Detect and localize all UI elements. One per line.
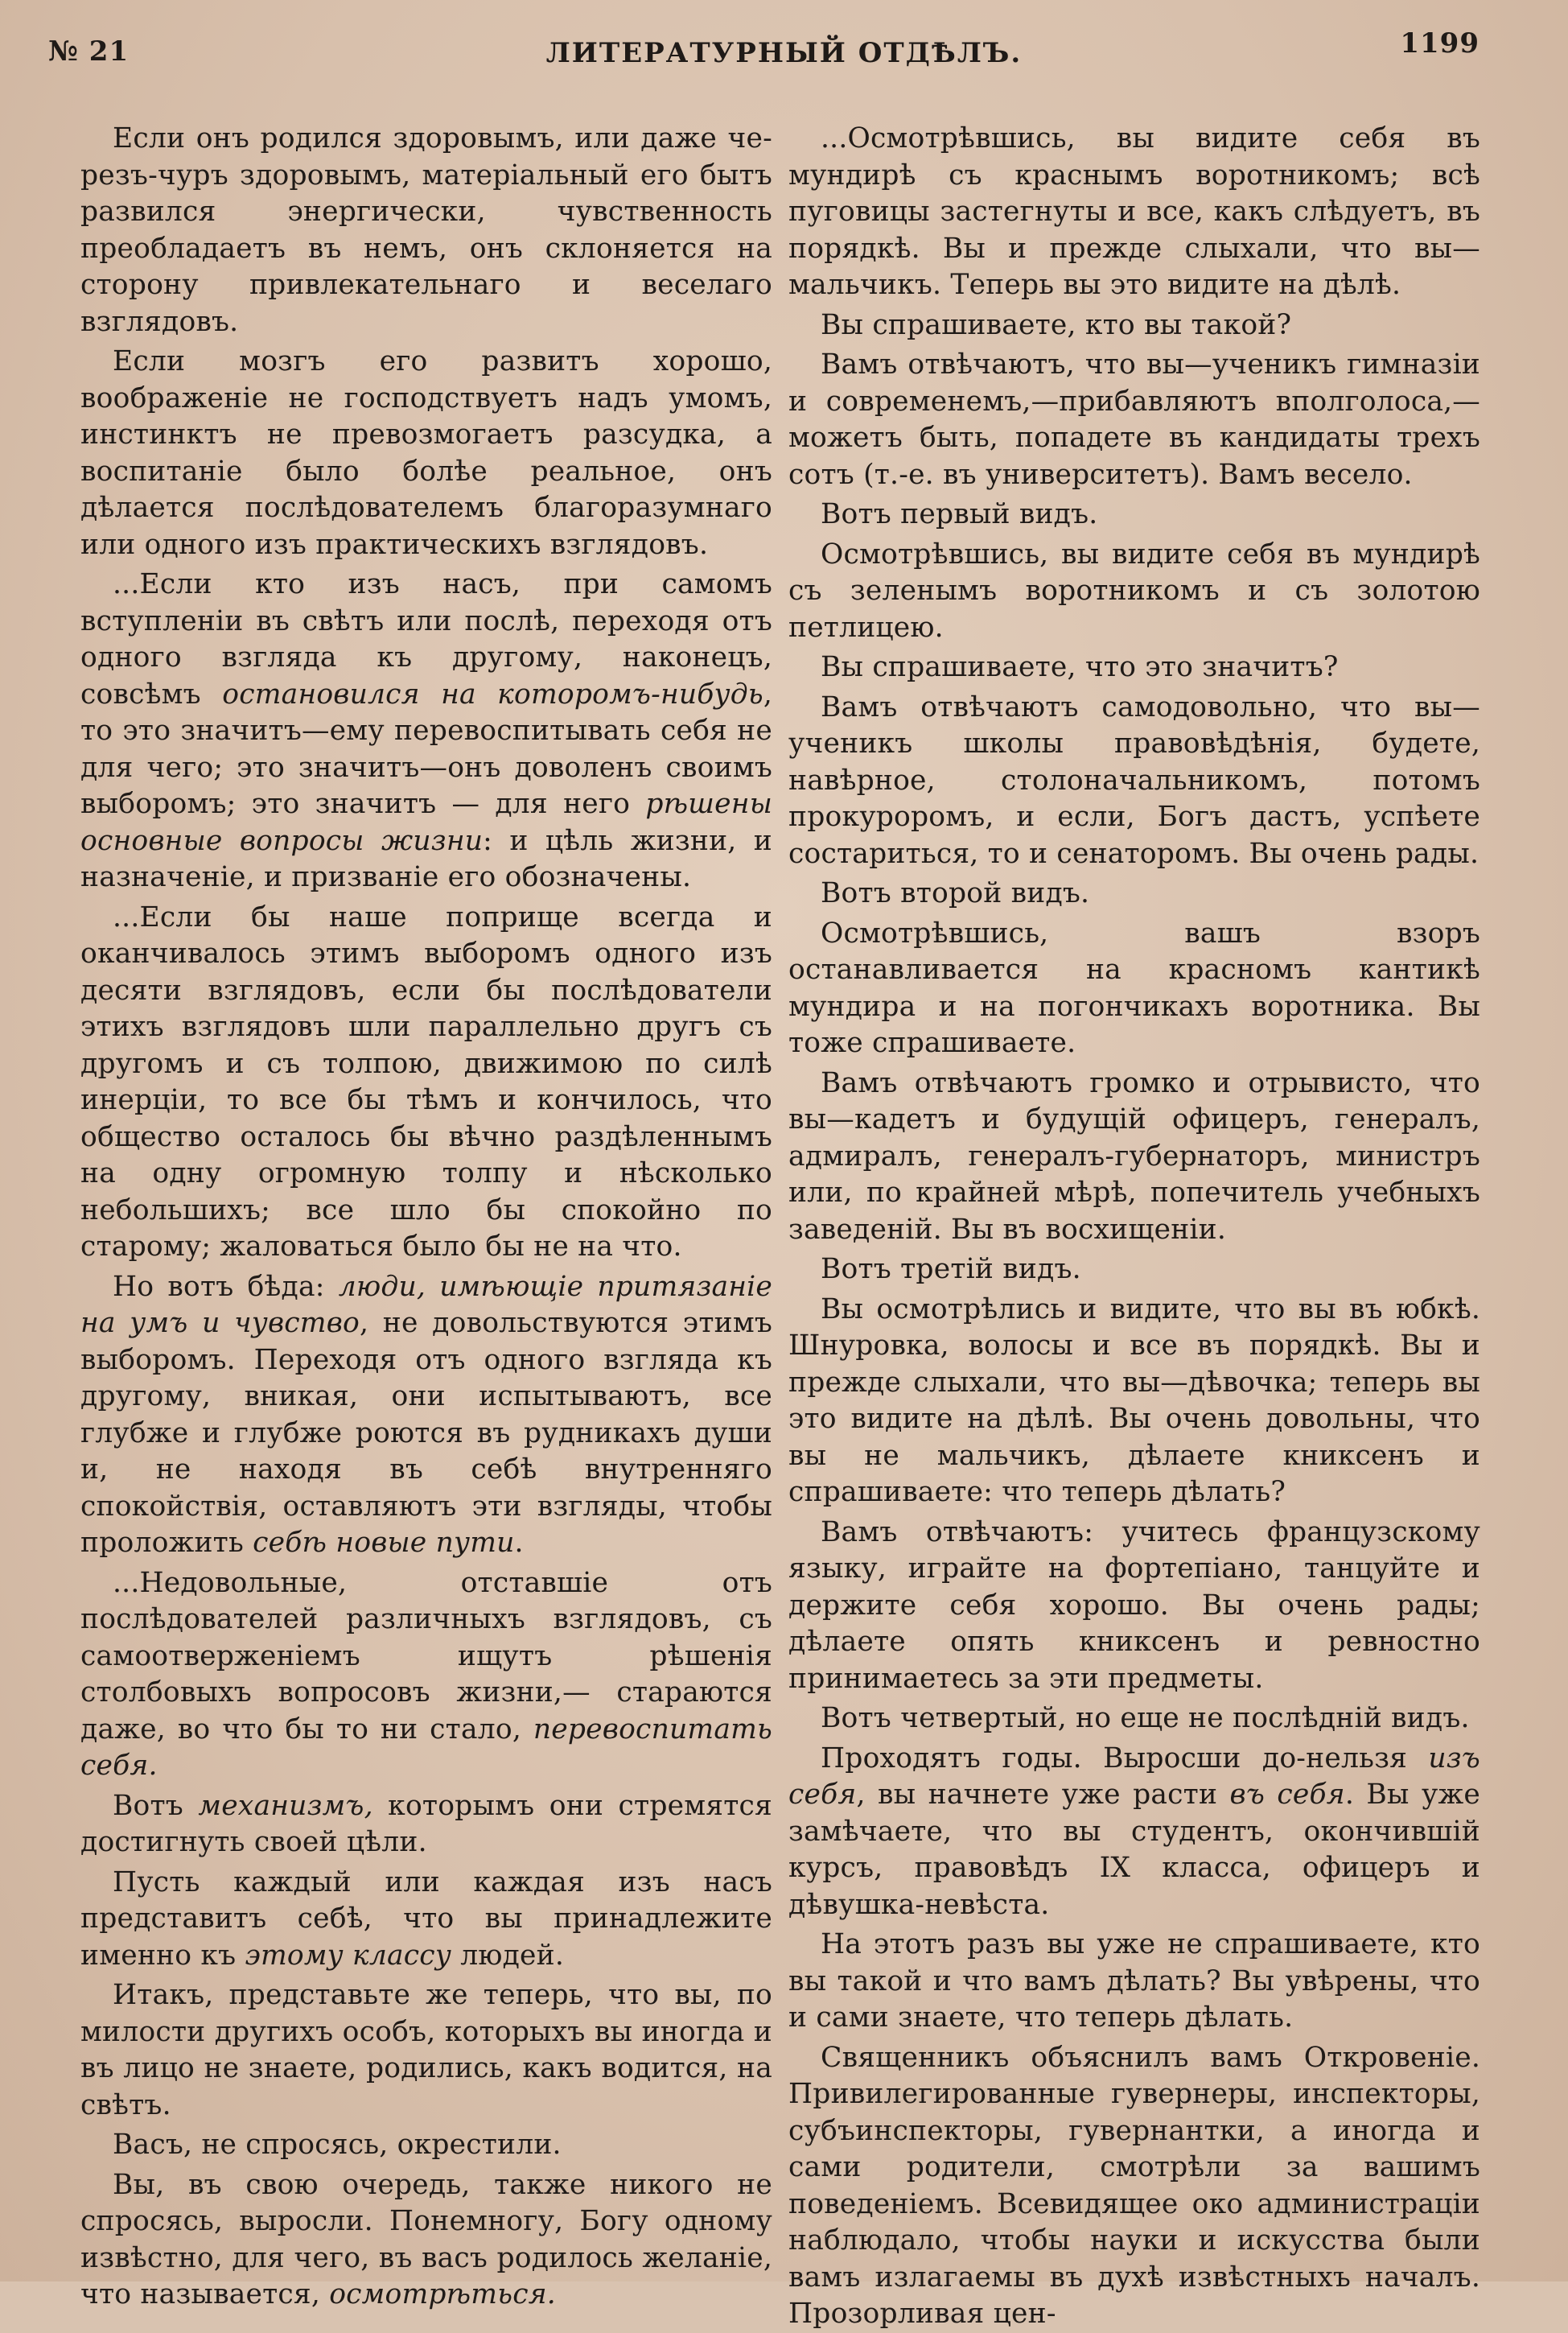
paragraph (788, 1700, 1480, 1737)
right-column (788, 121, 1480, 2333)
paragraph (788, 1515, 1480, 1698)
text-run: ...Если кто изъ насъ, при самомъ вступленіи въ свѣтъ или послѣ, переходя отъ одного взгляда къ другому, наконецъ, совсѣмъ (80, 568, 772, 711)
italic-text: въ себя (1229, 1779, 1345, 1811)
text-run: Проходятъ годы. Выросши до-нельзя (821, 1742, 1429, 1774)
text-run: , не довольствуются этимъ выборомъ. Переходя отъ одного взгляда къ другому, вникая, они испытываютъ, все глубже и глубже роются въ рудникахъ души и, не находя въ себѣ внутренняго спокойствія, оставляютъ эти взгляды, чтобы проложить (80, 1307, 772, 1559)
text-run: которымъ они стремятся достигнуть своей цѣли. (80, 1789, 772, 1858)
paragraph (80, 567, 772, 897)
paragraph (80, 1565, 772, 1785)
text-run: ...Осмотрѣвшись, вы видите себя въ мундирѣ съ краснымъ воротникомъ; всѣ пуговицы застегнуты и все, какъ слѣдуетъ, въ порядкѣ. Вы и прежде слыхали, что вы—мальчикъ. Теперь вы это видите на дѣлѣ. (788, 122, 1480, 301)
italic-text: механизмъ, (198, 1789, 373, 1822)
paragraph (80, 900, 772, 1266)
paragraph (788, 121, 1480, 304)
text-run: Вотъ третій видъ. (821, 1253, 1081, 1285)
text-run: , то это значитъ—ему перевоспитывать себя не для чего; это значитъ—онъ доволенъ своимъ выборомъ; это значитъ — для него (80, 678, 772, 820)
italic-text: перевоспитать себя. (80, 1713, 772, 1782)
italic-text: этому классу (245, 1939, 452, 1972)
paragraph (788, 1927, 1480, 2037)
paragraph (788, 1251, 1480, 1288)
paragraph (788, 2040, 1480, 2333)
text-run: Но вотъ бѣда: (113, 1270, 339, 1303)
paragraph (80, 344, 772, 563)
paragraph (80, 1977, 772, 2124)
text-run: ...Если бы наше поприще всегда и оканчивалось этимъ выборомъ одного изъ десяти взглядовъ, если бы послѣдователи этихъ взглядовъ шли параллельно другъ съ другомъ и съ толпою, движимою по силѣ инерціи, то все бы тѣмъ и кончилось, что общество осталось бы вѣчно раздѣленнымъ на одну огромную толпу и нѣсколько небольшихъ; все шло бы спокойно по старому; жаловаться было бы не на что. (80, 901, 772, 1263)
text-run: , вы начнете уже расти (856, 1779, 1230, 1811)
paragraph (80, 1865, 772, 1975)
paragraph (80, 2167, 772, 2314)
text-run: ...Недовольные, отставшіе отъ послѣдователей различныхъ взглядовъ, съ самоотверженіемъ ищутъ рѣшенія столбовыхъ вопросовъ жизни,— стараются даже, во что бы то ни стало, (80, 1566, 772, 1746)
page-header (40, 27, 1528, 76)
paragraph (788, 537, 1480, 647)
paragraph (788, 1066, 1480, 1249)
paragraph (788, 497, 1480, 534)
text-run: Если мозгъ его развитъ хорошо, воображеніе не господствуетъ надъ умомъ, инстинктъ не превозмогаетъ разсудка, а воспитаніе было болѣе реальное, онъ дѣлается послѣдователемъ благоразумнаго или одного изъ практическихъ взглядовъ. (80, 345, 772, 561)
text-run: Вотъ (113, 1789, 199, 1822)
paragraph (80, 1269, 772, 1562)
text-run: Вотъ второй видъ. (821, 877, 1090, 909)
text-run: людей. (451, 1939, 564, 1972)
left-column (80, 121, 772, 2314)
paragraph (80, 2127, 772, 2164)
text-run: Вамъ отвѣчаютъ самодовольно, что вы—ученикъ школы правовѣдѣнія, будете, навѣрное, столоначальникомъ, потомъ прокуроромъ, и если, Богъ дастъ, успѣете состариться, то и сенаторомъ. Вы очень рады. (788, 690, 1480, 870)
text-run: Вотъ четвертый, но еще не послѣдній видъ. (821, 1702, 1470, 1734)
text-run: Вы, въ свою очередь, также никого не спросясь, выросли. Понемногу, Богу одному извѣстно, для чего, въ васъ родилось желаніе, что называется, (80, 2168, 772, 2310)
text-run: Вамъ отвѣчаютъ, что вы—ученикъ гимназіи и современемъ,—прибавляютъ вполголоса,— можетъ быть, попадете въ кандидаты трехъ сотъ (т.-е. въ университетъ). Вамъ весело. (788, 348, 1480, 491)
paragraph (80, 1788, 772, 1861)
text-run: Осмотрѣвшись, вы видите себя въ мундирѣ съ зеленымъ воротникомъ и съ золотою петлицею. (788, 538, 1480, 644)
text-run: Вотъ первый видъ. (821, 498, 1098, 530)
text-run: Вамъ отвѣчаютъ: учитесь французскому языку, играйте на фортепіано, танцуйте и держите себя хорошо. Вы очень рады; дѣлаете опять книксенъ и ревностно принимаетесь за эти предметы. (788, 1515, 1480, 1695)
text-run: : и цѣль жизни, и назначеніе, и призваніе его обозначены. (80, 824, 772, 893)
text-run: Итакъ, представьте же теперь, что вы, по милости другихъ особъ, которыхъ вы иногда и въ лицо не знаете, родились, какъ водится, на свѣтъ. (80, 1979, 772, 2121)
text-run: Васъ, не спросясь, окрестили. (113, 2129, 562, 2161)
italic-text: изъ себя (788, 1742, 1480, 1811)
paragraph (788, 1741, 1480, 1924)
italic-text: люди, имѣющіе притязаніе на умъ и чувство (80, 1270, 772, 1339)
text-run: Пусть каждый или каждая изъ насъ представитъ себѣ, что вы принадлежите именно къ (80, 1865, 772, 1972)
page-number: 1199 (1400, 27, 1480, 60)
section-title: ЛИТЕРАТУРНЫЙ ОТДѢЛЪ. (545, 37, 1023, 69)
text-run: Вы спрашиваете, кто вы такой? (821, 308, 1292, 341)
paragraph (788, 347, 1480, 493)
italic-text: осмотрѣться. (329, 2278, 556, 2310)
italic-text: себѣ новые пути (253, 1527, 515, 1559)
issue-number: № 21 (48, 35, 130, 68)
italic-text: рѣшены основные вопросы жизни (80, 788, 772, 857)
paragraph (788, 307, 1480, 344)
text-run: Вы спрашиваете, что это значитъ? (821, 651, 1339, 683)
text-run: . Вы уже замѣчаете, что вы студентъ, окончившій курсъ, правовѣдъ IX класса, офицеръ и дѣвушка-невѣста. (788, 1779, 1480, 1921)
text-run: Вамъ отвѣчаютъ громко и отрывисто, что вы—кадетъ и будущій офицеръ, генералъ, адмиралъ, генералъ-губернаторъ, министръ или, по крайней мѣрѣ, попечитель учебныхъ заведеній. Вы въ восхищеніи. (788, 1066, 1480, 1246)
paragraph (80, 121, 772, 340)
text-run: Если онъ родился здоровымъ, или даже че- резъ-чуръ здоровымъ, матеріальный его бытъ развился энергически, чувственность преобладаетъ въ немъ, онъ склоняется на сторону привлекательнаго и веселаго взглядовъ. (80, 122, 772, 338)
paragraph (788, 876, 1480, 913)
paragraph (788, 690, 1480, 873)
text-run: Осмотрѣвшись, вашъ взоръ останавливается на красномъ кантикѣ мундира и на погончикахъ воротника. Вы тоже спрашиваете. (788, 917, 1480, 1059)
paragraph (788, 1292, 1480, 1511)
text-run: . (514, 1527, 524, 1559)
paragraph (788, 916, 1480, 1062)
text-run: Вы осмотрѣлись и видите, что вы въ юбкѣ. Шнуровка, волосы и все въ порядкѣ. Вы и прежде слыхали, что вы—дѣвочка; теперь вы это видите на дѣлѣ. Вы очень довольны, что вы не мальчикъ, дѣлаете книксенъ и спрашиваете: что теперь дѣлать? (788, 1292, 1480, 1508)
italic-text: остановился на которомъ-нибудь (222, 678, 763, 711)
text-run: Священникъ объяснилъ вамъ Откровеніе. Привилегированные гувернеры, инспекторы, субъинспекторы, гувернантки, а иногда и сами родители, смотрѣли за вашимъ поведеніемъ. Всевидящее око администраціи наблюдало, чтобы науки и искусства были вамъ излагаемы въ духѣ извѣстныхъ началъ. Прозорливая цен- (788, 2041, 1480, 2330)
text-run: На этотъ разъ вы уже не спрашиваете, кто вы такой и что вамъ дѣлать? Вы увѣрены, что и сами знаете, что теперь дѣлать. (788, 1928, 1480, 2034)
paragraph (788, 649, 1480, 686)
